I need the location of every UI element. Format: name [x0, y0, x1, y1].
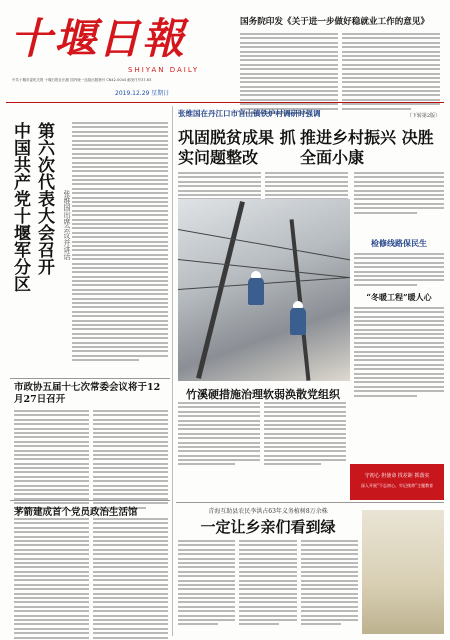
masthead-english: SHIYAN DAILY: [128, 66, 200, 74]
story2-headline[interactable]: 竹溪硬措施治理软弱涣散党组织: [186, 388, 340, 401]
bottom-photo[interactable]: [362, 510, 444, 634]
right-column: [354, 238, 444, 399]
theme-banner[interactable]: [350, 464, 444, 500]
right-head-1[interactable]: 检修线路保民生: [371, 238, 427, 248]
lead-headline-right[interactable]: 推进乡村振兴 决胜全面小康: [300, 128, 434, 167]
bottom-body: [178, 540, 358, 628]
masthead-info: 中共十堰市委机关报 十堰日报社出版 国内统一连续出版物号 CN42-0044 邮发代号37-63: [12, 78, 152, 82]
issue-date: 2019.12.29 星期日: [115, 90, 170, 97]
column-divider: [172, 106, 173, 636]
left-divider-2: [10, 500, 170, 501]
lead-vertical-subtitle: 张维国出席会议并讲话: [63, 190, 71, 260]
left-story-2-headline[interactable]: 茅箭建成首个党员政治生活馆: [14, 507, 138, 518]
photo-caption: 张维国在丹江口市官山镇铁炉村调研时强调: [178, 109, 321, 118]
top-story-headline[interactable]: 国务院印发《关于进一步做好稳就业工作的意见》: [240, 17, 430, 27]
right-head-2[interactable]: “冬暖工程”暖人心: [366, 291, 432, 302]
banner-line-1: 守初心 担使命 找差距 抓落实: [364, 473, 430, 479]
top-story-body: [240, 33, 440, 119]
left-divider-1: [10, 378, 170, 379]
headline-body-right: [354, 172, 444, 216]
masthead-title: 十堰日報: [10, 14, 187, 63]
bottom-divider: [176, 502, 444, 503]
lead-body-text: [72, 122, 168, 363]
lead-vertical-title-1[interactable]: 中国共产党十堰军分区: [10, 122, 30, 292]
masthead-divider: [6, 102, 444, 103]
bottom-subheadline: 青海互助县农民李洪占63年义务植树8万余株: [208, 508, 328, 515]
bottom-headline[interactable]: 一定让乡亲们看到绿: [200, 518, 336, 536]
masthead: [10, 10, 240, 102]
left-story-2-body: [14, 518, 168, 640]
lead-photo[interactable]: [178, 199, 350, 381]
story2-body: [178, 402, 346, 468]
banner-line-2: 深入开展“不忘初心、牢记使命”主题教育: [360, 483, 434, 488]
left-story-1-body: [14, 410, 168, 511]
top-story-continued: （下转第2版）: [406, 113, 440, 120]
lead-vertical-title-2[interactable]: 第六次代表大会召开: [34, 122, 54, 275]
left-story-1-headline[interactable]: 市政协五届十七次常委会议将于12月27日召开: [14, 382, 161, 405]
lead-headline-left[interactable]: 巩固脱贫成果 抓实问题整改: [178, 128, 296, 167]
